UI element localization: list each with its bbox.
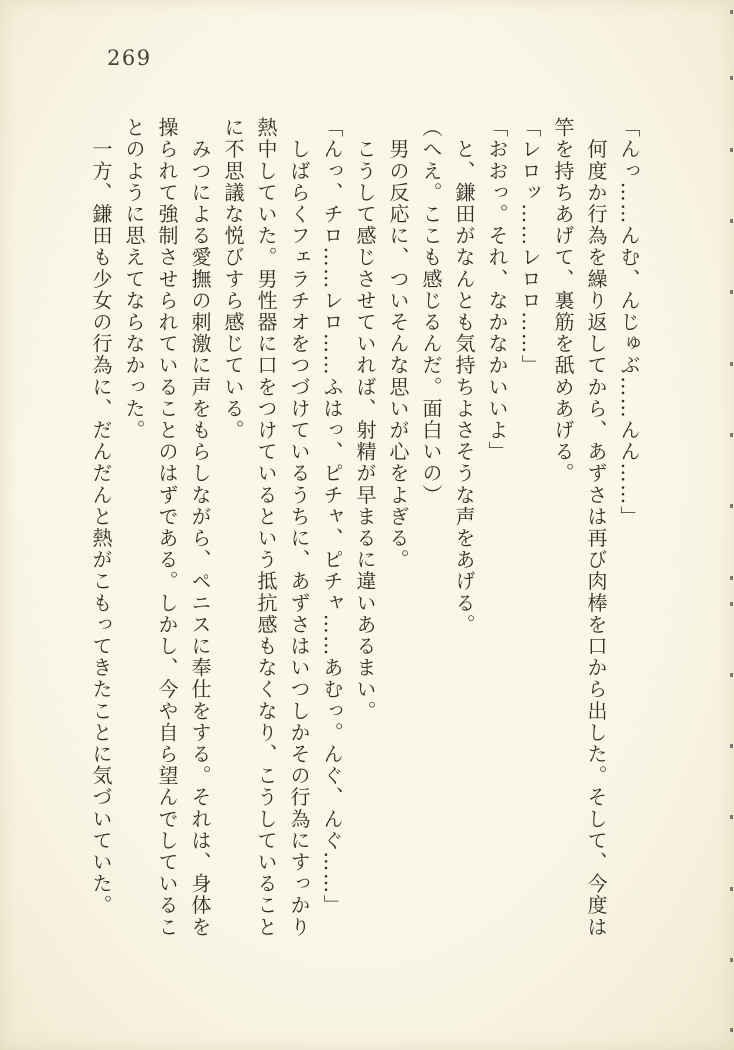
page-edge-speck — [730, 10, 733, 14]
text-line: 「んっ……んむ、んじゅぶ……んん……」 — [617, 117, 641, 528]
page-edge-speck — [730, 673, 733, 677]
page-edge-speck — [730, 219, 733, 223]
page-edge-speck — [730, 887, 733, 891]
text-line: 竿を持ちあげて、裏筋を舐めあげる。 — [551, 117, 575, 485]
text-line: 操られて強制させられていることのはずである。しかし、今や自ら望んでしているこ — [155, 117, 179, 938]
page-edge-speck — [730, 290, 733, 294]
page-edge-speck — [730, 744, 733, 748]
page-edge-speck — [730, 433, 733, 437]
page-edge-speck — [730, 602, 733, 606]
text-line: 熱中していた。男性器に口をつけているという抵抗感もなくなり、こうしていること — [254, 117, 278, 938]
text-line: しばらくフェラチオをつづけているうちに、あずさはいつしかその行為にすっかり — [287, 117, 311, 938]
text-line: 「レロッ……レロロ……」 — [518, 117, 542, 377]
page-edge-speck — [730, 958, 733, 962]
page-edge-speck — [730, 362, 733, 366]
text-line: 「んっ、チロ……レロ……ふはっ、ピチャ、ピチャ……あむっ。んぐ、んぐ……」 — [320, 117, 344, 917]
text-line: みつによる愛撫の刺激に声をもらしながら、ペニスに奉仕をする。それは、身体を — [188, 117, 212, 938]
page-edge-speck — [730, 76, 733, 80]
text-line: 一方、鎌田も少女の行為に、だんだんと熱がこもってきたことに気づいていた。 — [89, 117, 113, 917]
page-number: 269 — [107, 46, 152, 70]
page-edge-speck — [730, 504, 733, 508]
text-line: と、鎌田がなんとも気持ちよさそうな声をあげる。 — [452, 117, 476, 636]
body-text — [83, 117, 645, 945]
text-line: こうして感じさせていれば、射精が早まるに違いあるまい。 — [353, 117, 377, 722]
text-line: （へえ。ここも感じるんだ。面白いの） — [419, 117, 443, 506]
page-edge-speck — [730, 1028, 733, 1032]
page-edge-speck — [730, 148, 733, 152]
page-edge-speck — [730, 576, 733, 580]
text-line: とのように思えてならなかった。 — [122, 117, 146, 441]
page-edge-speck — [730, 815, 733, 819]
text-line: に不思議な悦びすら感じている。 — [221, 117, 245, 441]
text-line: 男の反応に、ついそんな思いが心をよぎる。 — [386, 117, 410, 571]
text-line: 「おおっ。それ、なかなかいいよ」 — [485, 117, 509, 463]
text-line: 何度か行為を繰り返してから、あずさは再び肉棒を口から出した。そして、今度は — [584, 117, 608, 938]
